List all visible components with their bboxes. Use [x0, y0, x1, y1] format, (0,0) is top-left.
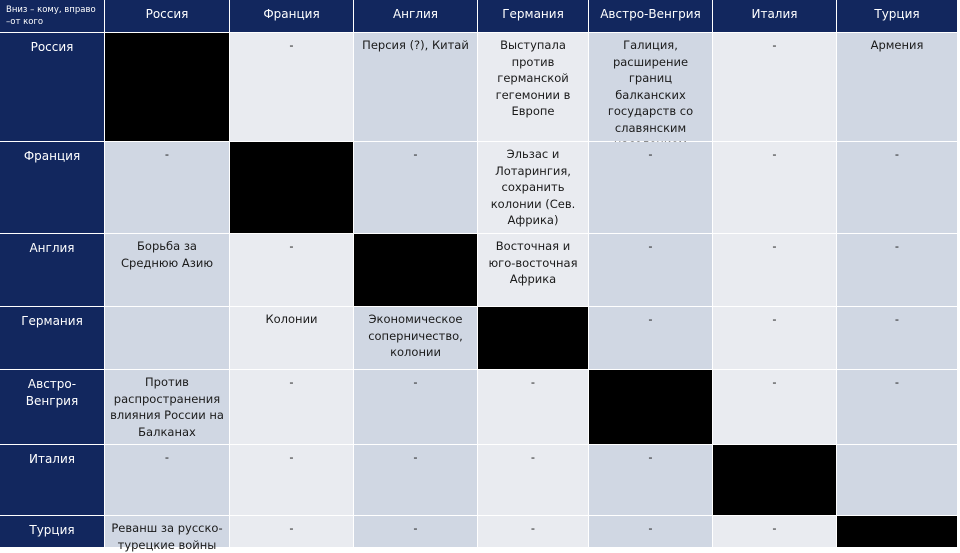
table-cell: - [713, 33, 836, 141]
table-cell: Реванш за русско-турецкие войны [105, 516, 229, 547]
table-cell: - [589, 307, 712, 369]
table-cell: - [354, 445, 477, 515]
corner-label: Вниз – кому, вправо –от кого [0, 0, 104, 32]
diagonal-cell [837, 516, 957, 547]
row-header: Австро-Венгрия [0, 370, 104, 444]
table-cell: - [105, 445, 229, 515]
table-cell: - [230, 516, 353, 547]
diagonal-cell [589, 370, 712, 444]
table-cell: Экономическое соперничество, колонии [354, 307, 477, 369]
table-cell [837, 445, 957, 515]
column-header: Россия [105, 0, 229, 32]
row-header: Россия [0, 33, 104, 141]
table-cell: - [713, 142, 836, 233]
diagonal-cell [105, 33, 229, 141]
column-header: Австро-Венгрия [589, 0, 712, 32]
table-cell: - [230, 234, 353, 306]
column-header: Германия [478, 0, 588, 32]
diagonal-cell [230, 142, 353, 233]
row-header: Франция [0, 142, 104, 233]
diagonal-cell [478, 307, 588, 369]
table-cell: - [837, 307, 957, 369]
table-cell: - [354, 142, 477, 233]
table-cell: - [354, 516, 477, 547]
table-cell: - [105, 142, 229, 233]
table-cell: - [837, 142, 957, 233]
table-cell: Галиция, расширение границ балканских государств со славянским [589, 33, 712, 141]
table-cell: - [589, 516, 712, 547]
column-header: Турция [837, 0, 957, 32]
row-header: Германия [0, 307, 104, 369]
table-cell: - [230, 370, 353, 444]
table-cell: Армения [837, 33, 957, 141]
table-cell: - [837, 234, 957, 306]
table-cell: - [713, 307, 836, 369]
table-cell: - [478, 516, 588, 547]
table-cell: - [230, 33, 353, 141]
column-header: Италия [713, 0, 836, 32]
table-cell: Эльзас и Лотарингия, сохранить колонии (Сев. Африка) [478, 142, 588, 233]
diagonal-cell [713, 445, 836, 515]
table-cell: Колонии [230, 307, 353, 369]
table-cell: - [589, 234, 712, 306]
table-cell: - [713, 516, 836, 547]
table-cell: - [589, 445, 712, 515]
table-cell: Восточная и юго-восточная Африка [478, 234, 588, 306]
column-header: Англия [354, 0, 477, 32]
table-cell: - [478, 445, 588, 515]
row-header: Турция [0, 516, 104, 547]
table-cell: - [589, 142, 712, 233]
diagonal-cell [354, 234, 477, 306]
table-cell: Выступала против германской гегемонии в Европе [478, 33, 588, 141]
table-cell: - [713, 234, 836, 306]
table-cell: Против распространения влияния России на Балканах [105, 370, 229, 444]
row-header: Италия [0, 445, 104, 515]
table-cell: Борьба за Среднюю Азию [105, 234, 229, 306]
table-cell: - [230, 445, 353, 515]
row-header: Англия [0, 234, 104, 306]
table-cell [105, 307, 229, 369]
table-cell: - [478, 370, 588, 444]
column-header: Франция [230, 0, 353, 32]
table-cell: - [354, 370, 477, 444]
table-cell: - [713, 370, 836, 444]
table-cell: - [837, 370, 957, 444]
table-cell: Персия (?), Китай [354, 33, 477, 141]
